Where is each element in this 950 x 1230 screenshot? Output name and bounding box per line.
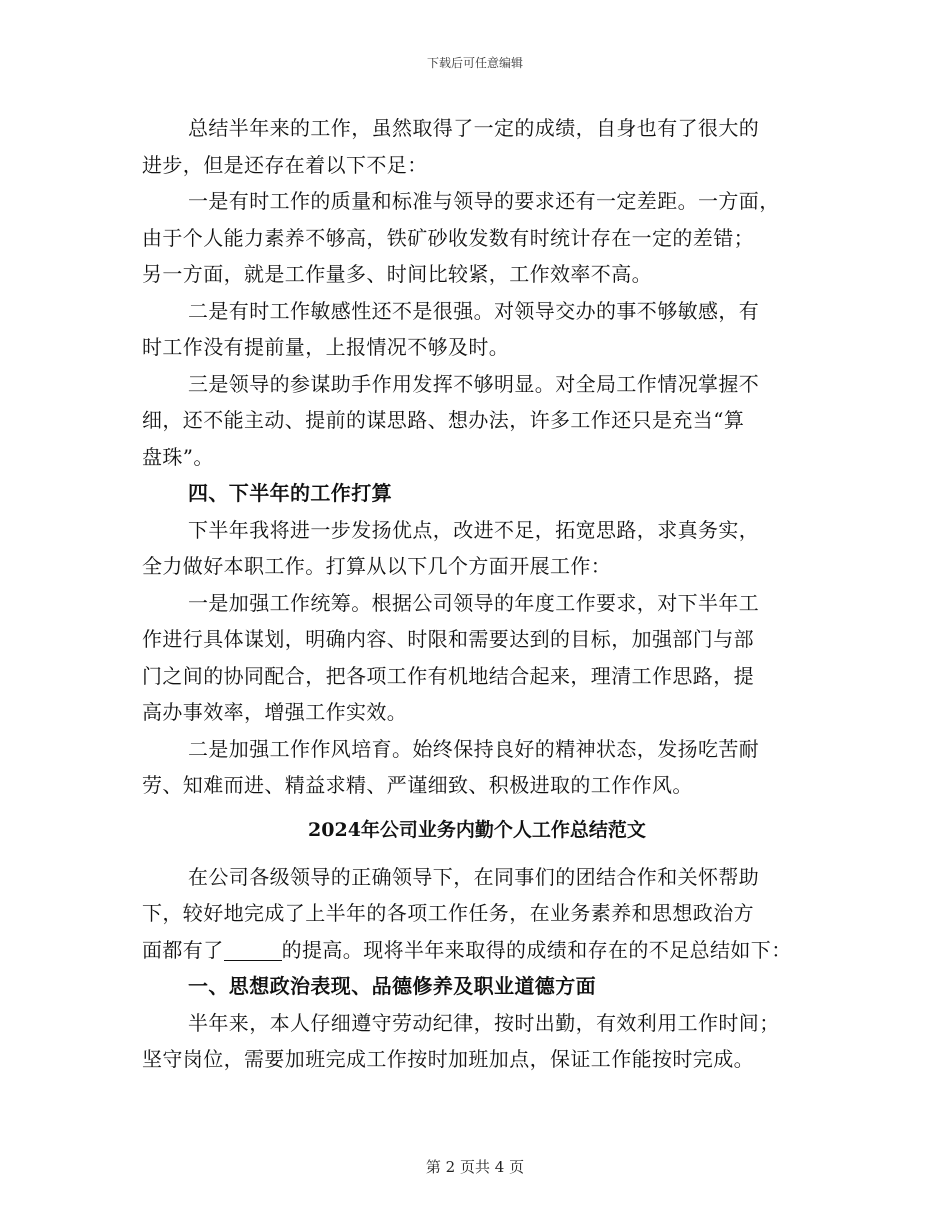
paragraph-line: 下半年我将进一步发扬优点，改进不足，拓宽思路，求真务实， — [188, 517, 760, 542]
section-heading: 一、思想政治表现、品德修养及职业道德方面 — [188, 974, 596, 998]
text-segment: 面都有了 — [142, 937, 224, 962]
paragraph-line: 时工作没有提前量，上报情况不够及时。 — [142, 335, 510, 359]
paragraph-line: 全力做好本职工作。打算从以下几个方面开展工作： — [142, 554, 612, 578]
paragraph-line: 一是有时工作的质量和标准与领导的要求还有一定差距。一方面， — [188, 189, 780, 213]
section-heading: 四、下半年的工作打算 — [188, 481, 392, 505]
paragraph-line: 盘珠”。 — [142, 444, 214, 469]
paragraph-line: 坚守岗位，需要加班完成工作按时加班加点，保证工作能按时完成。 — [142, 1047, 754, 1071]
paragraph-line: 细，还不能主动、提前的谋思路、想办法，许多工作还只是充当“算 — [142, 408, 745, 432]
paragraph-line: 三是领导的参谋助手作用发挥不够明显。对全局工作情况掌握不 — [188, 371, 760, 396]
paragraph-line: 半年来，本人仔细遵守劳动纪律，按时出勤，有效利用工作时间； — [188, 1010, 780, 1035]
paragraph-line: 门之间的协同配合，把各项工作有机地结合起来，理清工作思路，提 — [142, 663, 754, 688]
paragraph-line: 总结半年来的工作，虽然取得了一定的成绩，自身也有了很大的 — [188, 116, 760, 140]
paragraph-line: 高办事效率，增强工作实效。 — [142, 700, 408, 724]
paragraph-line: 另一方面，就是工作量多、时间比较紧，工作效率不高。 — [142, 262, 652, 286]
paragraph-line: 下，较好地完成了上半年的各项工作任务，在业务素养和思想政治方 — [142, 901, 754, 925]
paragraph-line: 作进行具体谋划，明确内容、时限和需要达到的目标，加强部门与部 — [142, 627, 754, 651]
fill-in-blank — [224, 940, 282, 961]
paragraph-line: 劳、知难而进、精益求精、严谨细致、积极进取的工作作风。 — [142, 773, 693, 797]
document-body — [142, 110, 812, 1078]
paragraph-line: 进步，但是还存在着以下不足： — [142, 152, 428, 177]
paragraph-line: 二是有时工作敏感性还不是很强。对领导交办的事不够敏感，有 — [188, 298, 760, 323]
paragraph-line: 在公司各级领导的正确领导下，在同事们的团结合作和关怀帮助 — [188, 864, 760, 889]
page-header: 下载后可任意编辑 — [426, 56, 523, 70]
text-segment: 的提高。现将半年来取得的成绩和存在的不足总结如下： — [281, 937, 792, 962]
paragraph-line: 由于个人能力素养不够高，铁矿砂收发数有时统计存在一定的差错； — [142, 225, 754, 250]
paragraph-line: 二是加强工作作风培育。始终保持良好的精神状态，发扬吃苦耐 — [188, 736, 760, 761]
paragraph-line: 一是加强工作统筹。根据公司领导的年度工作要求，对下半年工 — [188, 590, 760, 615]
paragraph-line — [142, 932, 812, 969]
document-title: 2024年公司业务内勤个人工作总结范文 — [308, 818, 646, 841]
page-footer: 第 2 页共 4 页 — [425, 1158, 525, 1176]
